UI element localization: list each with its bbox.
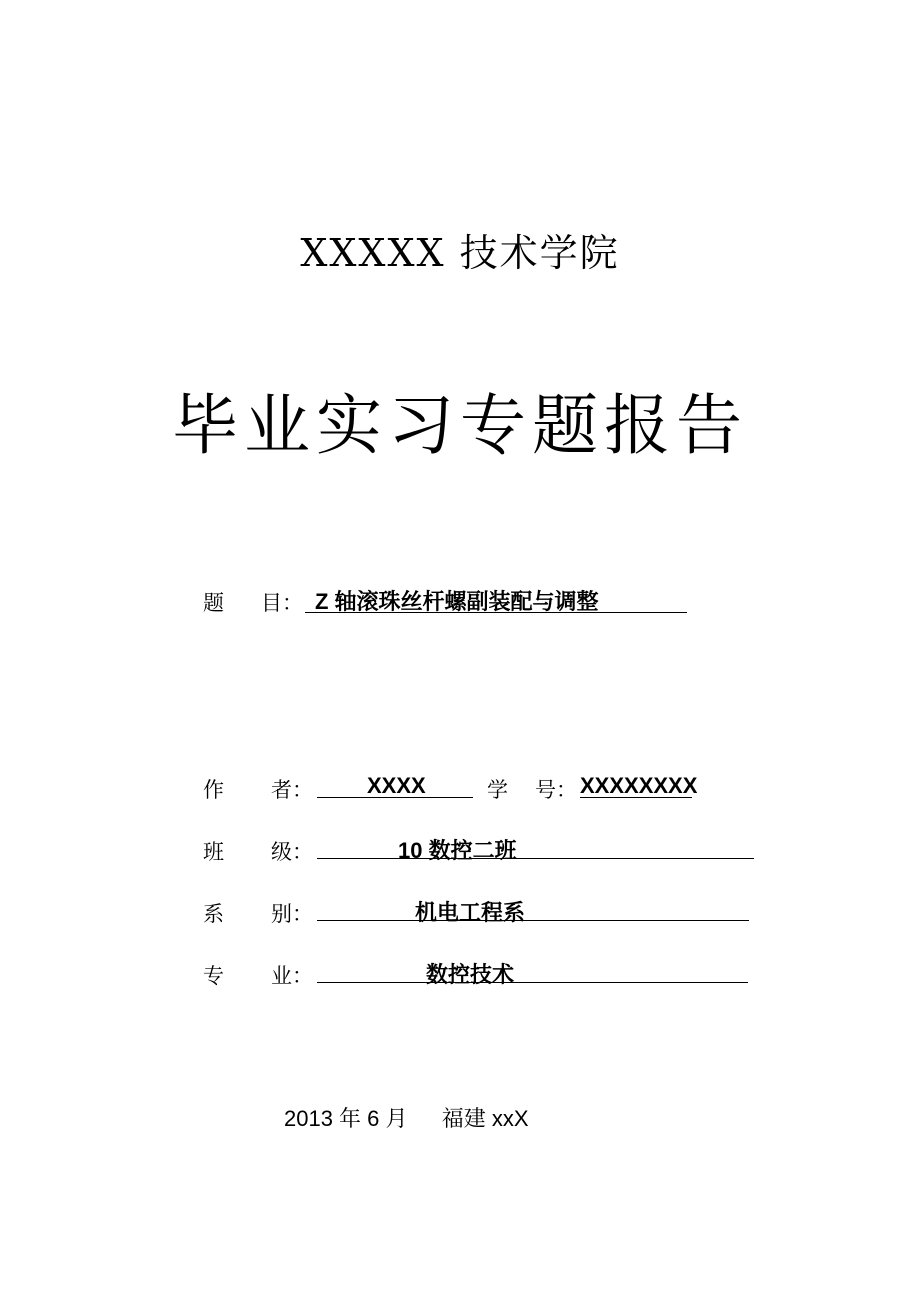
report-title: 毕业实习专题报告 <box>172 387 748 464</box>
report-location: 福建 xxX <box>441 1106 529 1131</box>
topic-label-1: 题 <box>203 591 224 615</box>
author-value: XXXX <box>367 773 426 798</box>
student-id-underline <box>580 797 692 798</box>
date-location <box>284 1102 529 1133</box>
topic-label-2: 目： <box>261 591 303 615</box>
school-name: XXXXX 技术学院 <box>300 231 620 275</box>
major-value: 数控技术 <box>426 962 515 987</box>
major-label-2: 业： <box>271 964 313 988</box>
student-id-value: XXXXXXXX <box>580 773 698 798</box>
report-date: 2013 年 6 月 <box>284 1106 408 1131</box>
class-underline <box>317 858 754 859</box>
topic-underline <box>305 612 687 613</box>
class-label-2: 级： <box>271 840 313 864</box>
dept-label-1: 系 <box>203 902 224 926</box>
dept-underline <box>317 920 749 921</box>
major-underline <box>317 982 748 983</box>
dept-value: 机电工程系 <box>415 900 526 925</box>
author-label-2: 者： <box>271 778 313 802</box>
student-id-label-2: 号： <box>535 778 577 802</box>
author-label-1: 作 <box>203 778 224 802</box>
dept-label-2: 别： <box>271 902 313 926</box>
class-value: 10 数控二班 <box>398 838 517 863</box>
major-label-1: 专 <box>203 964 224 988</box>
class-label-1: 班 <box>203 840 224 864</box>
student-id-label-1: 学 <box>487 778 508 802</box>
author-underline <box>317 797 473 798</box>
topic-value: Z 轴滚珠丝杆螺副装配与调整 <box>315 589 599 614</box>
